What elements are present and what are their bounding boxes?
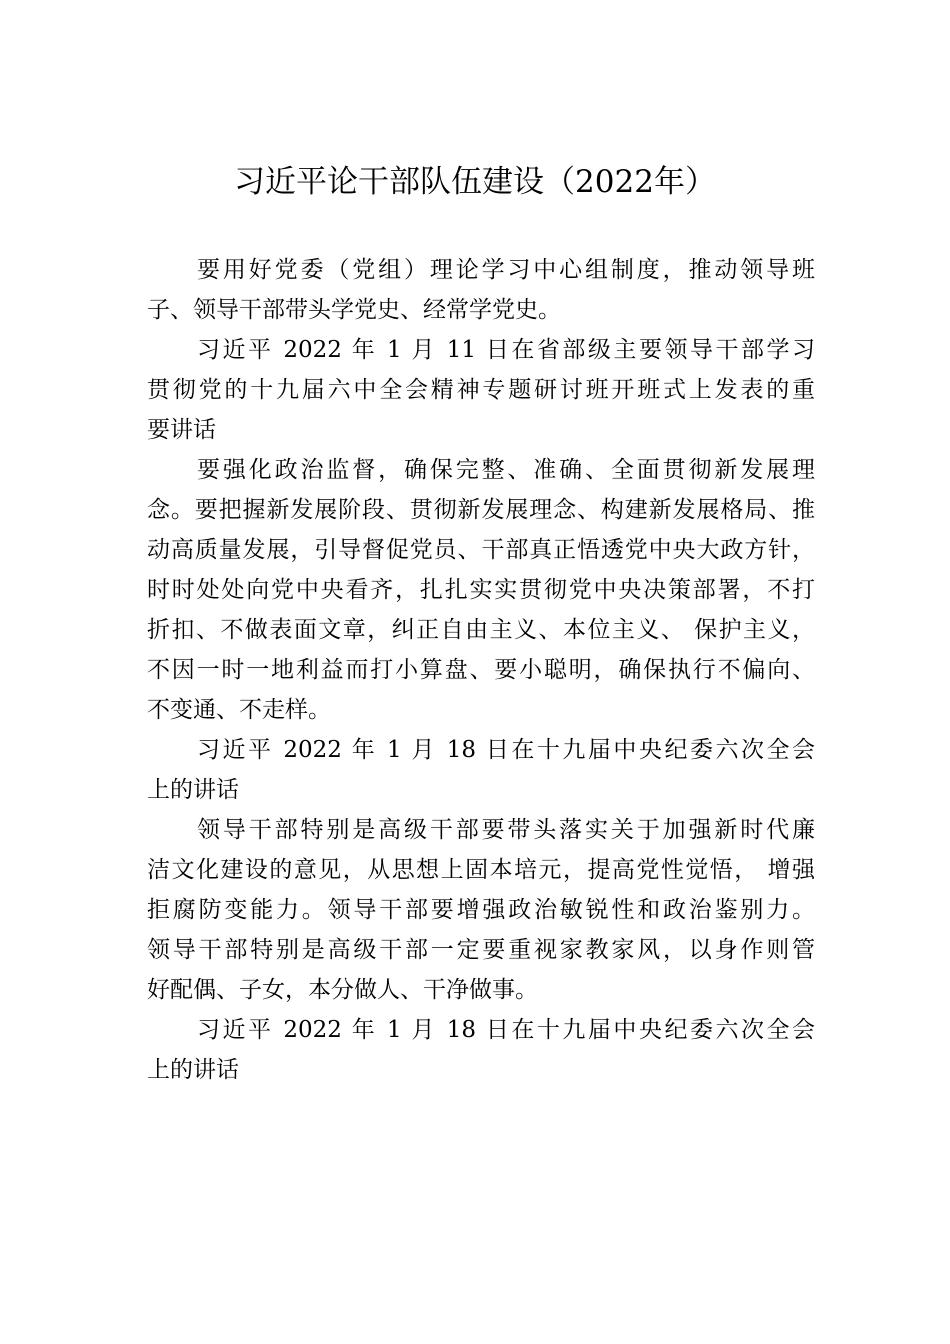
source-citation: [147, 330, 815, 450]
document-body: [147, 250, 815, 1090]
text-line: 习近平 2022 年 1 月 11 日在省部级主要领导干部学习: [197, 337, 815, 363]
text-line: 洁文化建设的意见，从思想上固本培元，提高党性觉悟， 增强: [147, 857, 815, 883]
text-line: 子、领导干部带头学党史、经常学党史。: [147, 297, 561, 323]
text-line: 习近平 2022 年 1 月 18 日在十九届中央纪委六次全会: [197, 737, 815, 763]
text-line: 要讲话: [147, 417, 216, 443]
text-line: 领导干部特别是高级干部一定要重视家教家风，以身作则管: [147, 937, 815, 963]
text-line: 要用好党委（党组）理论学习中心组制度，推动领导班: [197, 257, 815, 283]
source-citation: [147, 1010, 815, 1090]
text-line: 要强化政治监督，确保完整、准确、全面贯彻新发展理: [197, 457, 815, 483]
text-line: 领导干部特别是高级干部要带头落实关于加强新时代廉: [197, 817, 815, 843]
text-line: 念。要把握新发展阶段、贯彻新发展理念、构建新发展格局、推: [147, 497, 815, 523]
text-line: 习近平 2022 年 1 月 18 日在十九届中央纪委六次全会: [197, 1017, 815, 1043]
text-line: 动高质量发展，引导督促党员、干部真正悟透党中央大政方针，: [147, 537, 815, 563]
text-line: 贯彻党的十九届六中全会精神专题研讨班开班式上发表的重: [147, 377, 815, 403]
paragraph: [147, 250, 815, 330]
text-line: 折扣、不做表面文章，纠正自由主义、本位主义、 保护主义，: [147, 617, 815, 643]
text-line: 不变通、不走样。: [147, 697, 331, 723]
paragraph: [147, 450, 815, 730]
source-citation: [147, 730, 815, 810]
paragraph: [147, 810, 815, 1010]
text-line: 上的讲话: [147, 1057, 239, 1083]
text-line: 拒腐防变能力。领导干部要增强政治敏锐性和政治鉴别力。: [147, 897, 815, 923]
text-line: 上的讲话: [147, 777, 239, 803]
text-line: 不因一时一地利益而打小算盘、要小聪明，确保执行不偏向、: [147, 657, 815, 683]
text-line: 好配偶、子女，本分做人、干净做事。: [147, 977, 538, 1003]
document-title: 习近平论干部队伍建设（2022年）: [234, 164, 716, 200]
text-line: 时时处处向党中央看齐，扎扎实实贯彻党中央决策部署，不打: [147, 577, 815, 603]
